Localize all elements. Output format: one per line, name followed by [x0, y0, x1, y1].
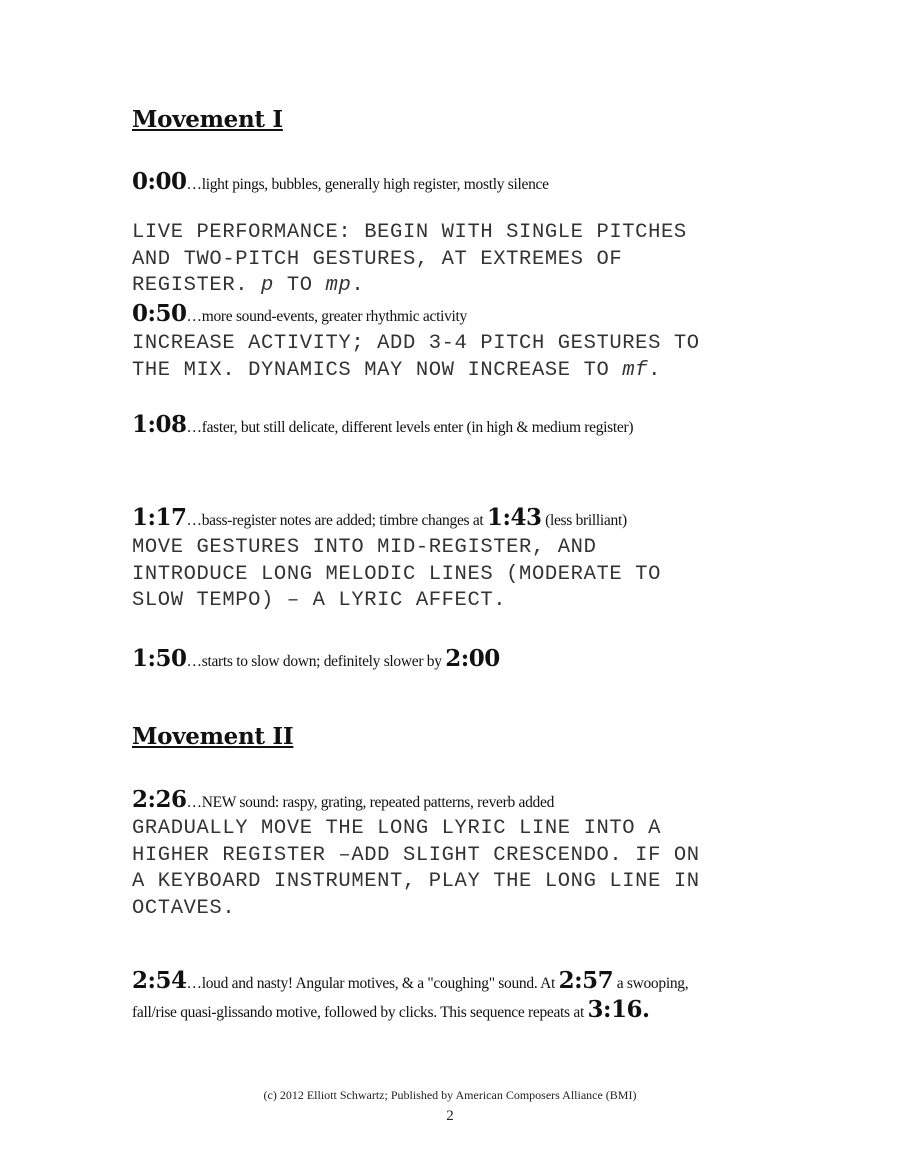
cue-1-50	[132, 645, 500, 672]
cue-description: …more sound-events, greater rhythmic activity	[186, 308, 467, 325]
timestamp: 0:00	[132, 168, 187, 195]
cue-description: …starts to slow down; definitely slower by	[186, 653, 446, 670]
timestamp: 3:16.	[587, 996, 650, 1023]
timestamp: 1:08	[132, 411, 187, 438]
timestamp: 2:54	[132, 967, 187, 994]
cue-description: …loud and nasty! Angular motives, & a "coughing" sound. At	[186, 975, 559, 992]
instruction-line: SLOW TEMPO) – A LYRIC AFFECT.	[132, 589, 507, 613]
cue-1-08	[132, 411, 633, 438]
instruction-line: REGISTER. p TO mp.	[132, 274, 365, 298]
instruction-line: OCTAVES.	[132, 897, 236, 921]
dynamic-marking: mp	[325, 274, 352, 298]
performance-instructions-4	[132, 816, 700, 923]
timestamp: 2:00	[445, 645, 500, 672]
instruction-line: HIGHER REGISTER –ADD SLIGHT CRESCENDO. IF ON	[132, 843, 700, 867]
cue-2-54	[132, 968, 732, 1026]
instruction-line: THE MIX. DYNAMICS MAY NOW INCREASE TO mf.	[132, 358, 661, 382]
movement-1-heading: Movement I	[132, 106, 283, 133]
page-number: 2	[446, 1108, 454, 1124]
instruction-line: INCREASE ACTIVITY; ADD 3-4 PITCH GESTURES TO	[132, 332, 700, 355]
movement-2-heading: Movement II	[132, 723, 294, 750]
timestamp: 1:17	[132, 504, 187, 531]
timestamp: 2:26	[132, 786, 187, 813]
instruction-line: AND TWO-PITCH GESTURES, AT EXTREMES OF	[132, 247, 623, 271]
performance-instructions-2	[132, 331, 700, 384]
instruction-line: GRADUALLY MOVE THE LONG LYRIC LINE INTO A	[132, 817, 661, 840]
cue-description: …faster, but still delicate, different levels enter (in high & medium register)	[186, 419, 634, 436]
cue-0-50	[132, 300, 467, 327]
cue-2-26	[132, 786, 554, 813]
timestamp: 0:50	[132, 300, 187, 327]
instruction-line: LIVE PERFORMANCE: BEGIN WITH SINGLE PITCHES	[132, 221, 687, 244]
copyright-footer: (c) 2012 Elliott Schwartz; Published by American Composers Alliance (BMI)	[263, 1088, 637, 1102]
cue-description: a swooping, fall/rise quasi-glissando motive, followed by clicks. This sequence repeats at	[132, 975, 689, 1021]
cue-description: (less brilliant)	[541, 512, 627, 529]
cue-0-00	[132, 168, 549, 195]
timestamp: 2:57	[558, 967, 614, 994]
cue-description: …light pings, bubbles, generally high register, mostly silence	[186, 176, 549, 193]
performance-instructions-1	[132, 220, 687, 300]
dynamic-marking: mf	[622, 358, 649, 382]
cue-description: …bass-register notes are added; timbre changes at	[186, 512, 487, 529]
instruction-line: A KEYBOARD INSTRUMENT, PLAY THE LONG LINE IN	[132, 870, 700, 894]
instruction-line: INTRODUCE LONG MELODIC LINES (MODERATE TO	[132, 562, 661, 586]
cue-description: …NEW sound: raspy, grating, repeated patterns, reverb added	[186, 794, 555, 811]
instruction-line: MOVE GESTURES INTO MID-REGISTER, AND	[132, 536, 597, 559]
performance-instructions-3	[132, 535, 661, 615]
timestamp: 1:50	[132, 645, 187, 672]
timestamp: 1:43	[487, 504, 542, 531]
cue-1-17	[132, 504, 627, 531]
dynamic-marking: p	[261, 274, 274, 298]
